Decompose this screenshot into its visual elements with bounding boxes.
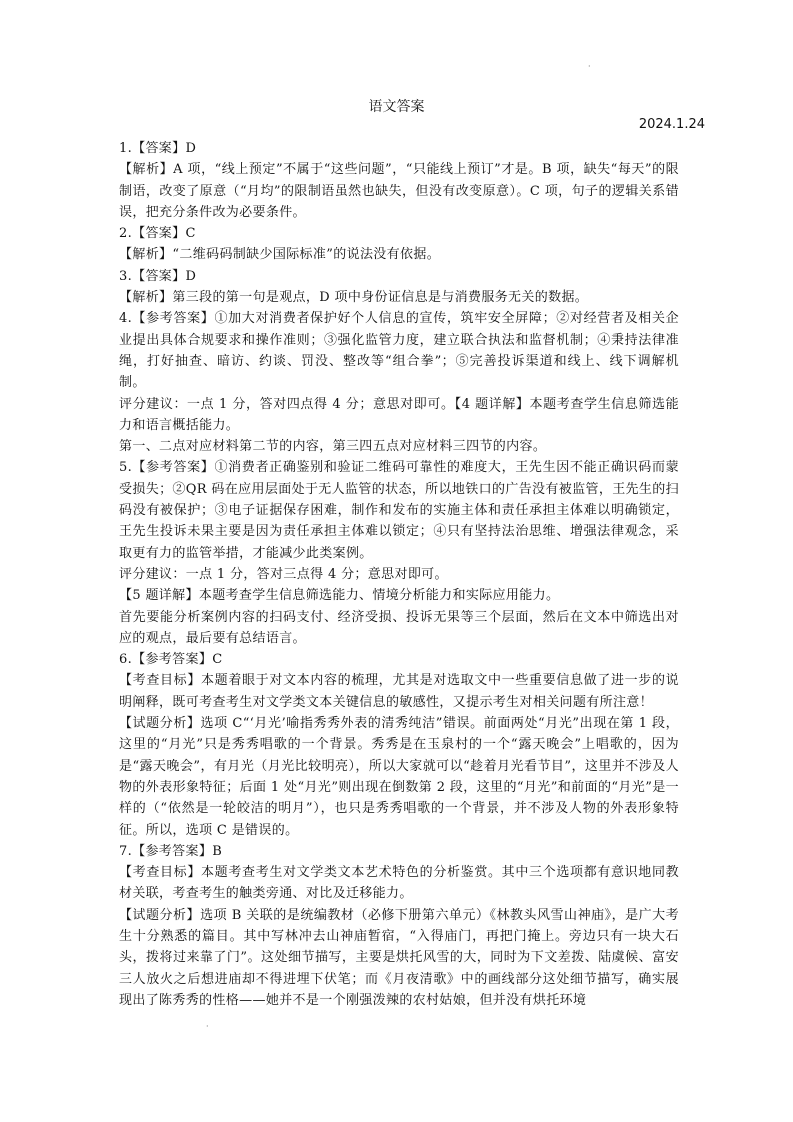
note-5: 首先要能分析案例内容的扫码支付、经济受损、投诉无果等三个层面，然后在文本中筛选出对应的观点，最后要有总结语言。 [119,609,679,646]
answer-5: 5.【参考答案】①消费者正确鉴别和验证二维码可靠性的难度大，王先生因不能正确识码而蒙受损失；②QR 码在应用层面处于无人监管的状态，所以地铁口的广告没有被监管，王先生的扫码没有被保护；③电子证据保存困难，制作和发布的实施主体和责任承担主体难以明确锁定，王先生投诉未果主要是因为责任承担主体难以锁定；④只有坚持法治思维、增强法律观念，采取更有力的监管举措，才能减少此类案例。 [119,460,679,561]
scoring-4: 评分建议：一点 1 分，答对四点得 4 分；意思对即可。【4 题详解】本题考查学生信息筛选能力和语言概括能力。 [119,396,679,433]
objective-7: 【考查目标】本题考查考生对文学类文本艺术特色的分析鉴赏。其中三个选项都有意识地同教材关联，考查考生的触类旁通、对比及迁移能力。 [119,865,679,902]
answer-4: 4.【参考答案】①加大对消费者保护好个人信息的宣传，筑牢安全屏障；②对经营者及相关企业提出具体合规要求和操作准则；③强化监管力度，建立联合执法和监督机制；④秉持法律准绳，打好抽查、暗访、约谈、罚没、整改等“组合拳”；⑤完善投诉渠道和线上、线下调解机制。 [119,311,679,391]
detail-5: 【5 题详解】本题考查学生信息筛选能力、情境分析能力和实际应用能力。 [119,588,560,604]
document-body [119,138,679,1011]
analysis-7: 【试题分析】选项 B 关联的是统编教材（必修下册第六单元）《林教头风雪山神庙》，是广大考生十分熟悉的篇目。其中写林冲去山神庙暂宿，“入得庙门，再把门掩上。旁边只有一块大石头，拨将过来靠了门”。这处细节描写，主要是烘托风雪的大，同时为下文差拨、陆虞候、富安三人放火之后想进庙却不得进埋下伏笔；而《月夜清歌》中的画线部分这处细节描写，确实展现出了陈秀秀的性格——她并不是一个刚强泼辣的农村姑娘，但并没有烘托环境 [119,907,679,1008]
note-4: 第一、二点对应材料第二节的内容，第三四五点对应材料三四节的内容。 [119,439,547,455]
analysis-6: 【试题分析】选项 C“‘月光’喻指秀秀外表的清秀纯洁”错误。前面两处“月光”出现在第 1 段，这里的“月光”只是秀秀唱歌的一个背景。秀秀是在玉泉村的一个“露天晚会”上唱歌的，因为是“露天晚会”，有月光（月光比较明亮），所以大家就可以“趁着月光看节目”，这里并不涉及人物的外表形象特征；后面 1 处“月光”则出现在倒数第 2 段，这里的“月光”和前面的“月光”是一样的（“依然是一轮皎洁的明月”），也只是秀秀唱歌的一个背景，并不涉及人物的外表形象特征。所以，选项 C 是错误的。 [119,716,679,838]
analysis-1: 【解析】A 项，“线上预定”不属于“这些问题”，“只能线上预订”才是。B 项，缺失“每天”的限制语，改变了原意（“月均”的限制语虽然也缺失，但没有改变原意）。C 项，句子的逻辑关系错误，把充分条件改为必要条件。 [119,162,679,220]
answer-7: 7.【参考答案】B [119,843,223,859]
scan-speck: · [206,1022,209,1031]
analysis-2: 【解析】“二维码码制缺少国际标准”的说法没有依据。 [119,247,441,263]
answer-3: 3.【答案】D [119,268,197,284]
answer-2: 2.【答案】C [119,226,196,242]
answer-6: 6.【参考答案】C [119,652,223,668]
scan-speck: · [588,62,591,71]
answer-1: 1.【答案】D [119,141,197,156]
objective-6: 【考查目标】本题着眼于对文本内容的梳理，尤其是对选取文中一些重要信息做了进一步的说明阐释，既可考查考生对文学类文本关键信息的敏感性，又提示考生对相关问题有所注意！ [119,673,679,710]
scoring-5: 评分建议：一点 1 分，答对三点得 4 分；意思对即可。 [119,566,448,582]
document-date: 2024.1.24 [638,117,705,132]
document-title: 语文答案 [368,99,425,115]
analysis-3: 【解析】第三段的第一句是观点，D 项中身份证信息是与消费服务无关的数据。 [119,290,589,306]
